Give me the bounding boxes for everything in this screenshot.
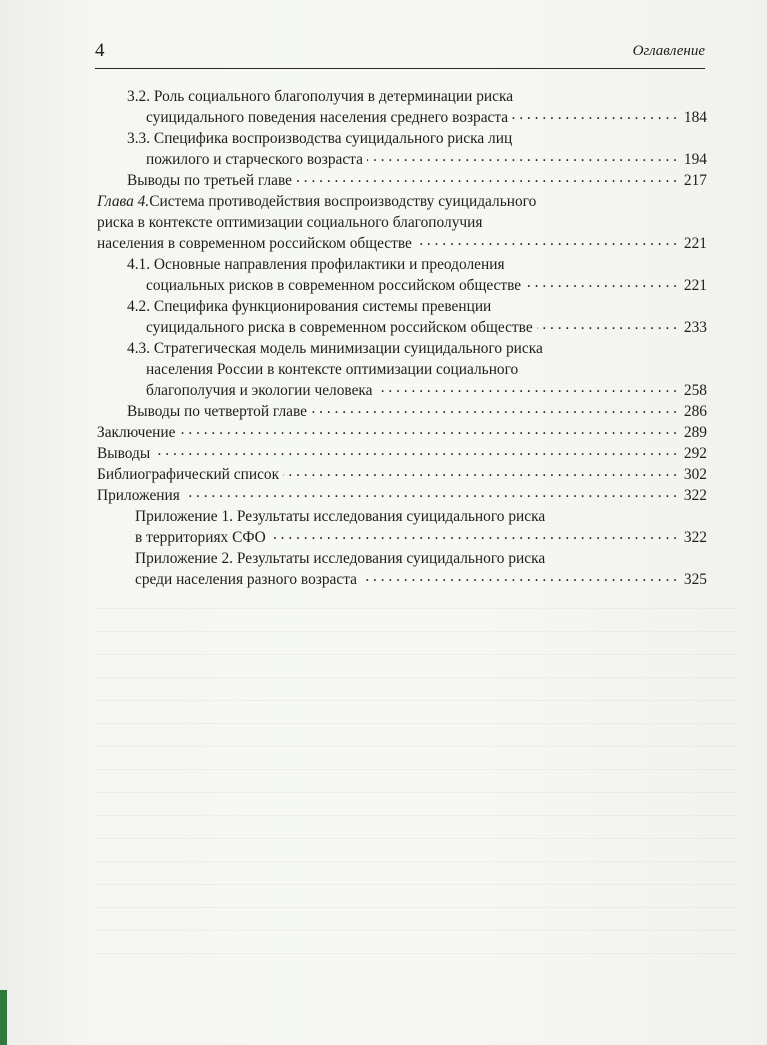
toc-entry-title: населения России в контексте оптимизации социального (146, 361, 519, 378)
dot-leader (154, 444, 677, 458)
chapter-label: Глава 4. (97, 193, 150, 210)
running-title: Оглавление (632, 43, 705, 59)
dot-leader (377, 381, 677, 395)
toc-page-number: 292 (683, 445, 707, 462)
toc-page-number: 233 (683, 319, 707, 336)
toc-entry-title: 3.2. Роль социального благополучия в детерминации риска (127, 88, 514, 105)
toc-entry (97, 401, 707, 422)
toc-entry-title: 3.3. Специфика воспроизводства суицидального риска лиц (127, 130, 513, 147)
toc-entry-title: Приложение 1. Результаты исследования суицидального риска (135, 508, 546, 525)
toc-entry-title: Выводы по четвертой главе (127, 403, 307, 420)
dot-leader (537, 318, 677, 332)
toc-page-number: 302 (683, 466, 707, 483)
dot-leader (311, 402, 677, 416)
cover-edge (0, 990, 7, 1045)
toc-entry (97, 422, 707, 443)
table-of-contents (97, 86, 707, 590)
page-number: 4 (95, 40, 105, 61)
toc-entry-title: Выводы по третьей главе (127, 172, 292, 189)
toc-entry-title: суицидального риска в современном российском обществе (146, 319, 533, 336)
toc-page-number: 217 (683, 172, 707, 189)
toc-page-number: 322 (683, 487, 707, 504)
dot-leader (296, 171, 677, 185)
toc-entry-title: среди населения разного возраста (135, 571, 357, 588)
toc-entry-title: Заключение (97, 424, 176, 441)
toc-entry (97, 191, 707, 254)
toc-page-number: 289 (683, 424, 707, 441)
toc-page-number: 286 (683, 403, 707, 420)
toc-entry-title: 4.2. Специфика функционирования системы превенции (127, 298, 492, 315)
toc-entry (97, 506, 707, 548)
toc-page-number: 221 (683, 235, 707, 252)
toc-page-number: 322 (683, 529, 707, 546)
toc-entry-title: 4.3. Стратегическая модель минимизации суицидального риска (127, 340, 543, 357)
toc-entry-title: Приложения (97, 487, 180, 504)
dot-leader (416, 234, 677, 248)
show-through-text (95, 590, 735, 990)
toc-entry-title: Библиографический список (97, 466, 280, 483)
dot-leader (270, 528, 677, 542)
toc-entry-title: Система противодействия воспроизводству суицидального (149, 193, 537, 210)
toc-entry (97, 338, 707, 401)
toc-entry-title: социальных рисков в современном российском обществе (146, 277, 522, 294)
toc-entry-title: в территориях СФО (135, 529, 266, 546)
toc-entry (97, 86, 707, 128)
toc-entry (97, 170, 707, 191)
toc-entry-title: риска в контексте оптимизации социального благополучия (97, 214, 483, 231)
dot-leader (361, 570, 677, 584)
toc-entry-title: населения в современном российском обществе (97, 235, 412, 252)
toc-entry-title: Выводы (97, 445, 151, 462)
dot-leader (283, 465, 677, 479)
toc-entry (97, 548, 707, 590)
toc-entry-title: пожилого и старческого возраста (146, 151, 363, 168)
page-header (95, 38, 705, 69)
dot-leader (367, 150, 677, 164)
toc-entry (97, 128, 707, 170)
dot-leader (512, 108, 677, 122)
toc-entry (97, 296, 707, 338)
toc-page-number: 325 (683, 571, 707, 588)
toc-entry (97, 443, 707, 464)
dot-leader (184, 486, 677, 500)
toc-entry (97, 254, 707, 296)
dot-leader (180, 423, 678, 437)
toc-entry (97, 485, 707, 506)
toc-page-number: 184 (683, 109, 707, 126)
dot-leader (525, 276, 677, 290)
toc-page-number: 258 (683, 382, 707, 399)
toc-page-number: 194 (683, 151, 707, 168)
toc-entry (97, 464, 707, 485)
toc-entry-title: 4.1. Основные направления профилактики и преодоления (127, 256, 505, 273)
toc-entry-title: Приложение 2. Результаты исследования суицидального риска (135, 550, 546, 567)
toc-page-number: 221 (683, 277, 707, 294)
toc-entry-title: благополучия и экологии человека (146, 382, 373, 399)
toc-entry-title: суицидального поведения населения среднего возраста (146, 109, 509, 126)
